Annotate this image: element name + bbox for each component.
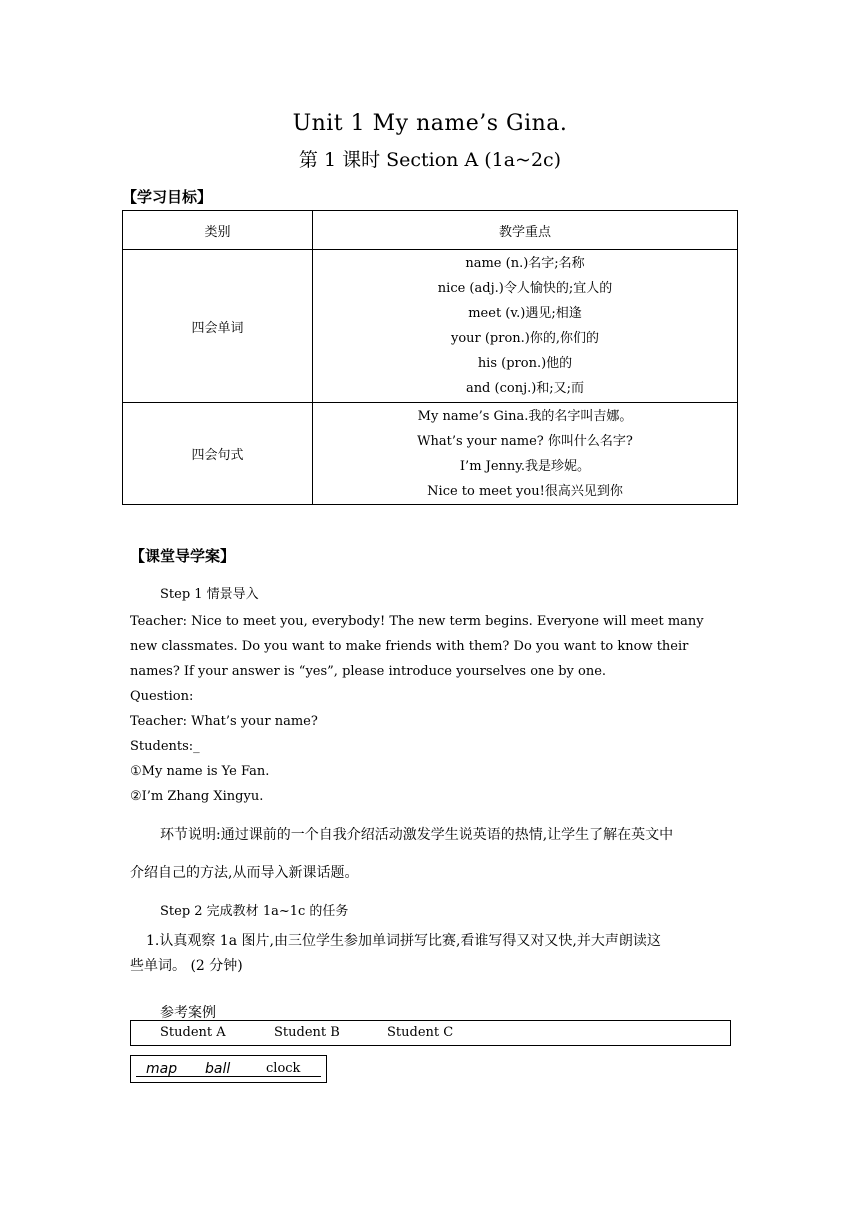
header-category: 类别 xyxy=(123,211,313,250)
document-title: Unit 1 My name’s Gina. xyxy=(292,111,568,136)
dialogue-line: Teacher: What’s your name? xyxy=(130,714,318,729)
vocab-item: meet (v.)遇见;相逢 xyxy=(468,306,582,321)
table-header-row xyxy=(123,211,738,250)
table-row xyxy=(123,250,738,403)
step1-note-line1: 环节说明:通过课前的一个自我介绍活动激发学生说英语的热情,让学生了解在英文中 xyxy=(160,827,674,843)
step2-task-line2: 些单词。 (2 分钟) xyxy=(130,958,243,974)
student-label: Student C xyxy=(387,1025,454,1040)
dialogue-line: names? If your answer is “yes”, please introduce yourselves one by one. xyxy=(130,664,607,679)
sentence-item: I’m Jenny.我是珍妮。 xyxy=(459,458,591,474)
dialogue-line: ②I’m Zhang Xingyu. xyxy=(130,789,264,804)
focus-cell xyxy=(313,250,738,403)
sentence-item: What’s your name? 你叫什么名字? xyxy=(417,433,633,449)
step1-dialogue xyxy=(130,609,732,809)
category-cell: 四会句式 xyxy=(123,403,313,505)
words-box xyxy=(130,1055,327,1083)
vocab-item: and (conj.)和;又;而 xyxy=(465,381,585,396)
goals-heading: 【学习目标】 xyxy=(122,188,213,206)
vocab-item: your (pron.)你的,你们的 xyxy=(450,331,600,346)
focus-cell xyxy=(313,403,738,505)
plan-heading: 【课堂导学案】 xyxy=(130,547,236,565)
writing-line xyxy=(136,1076,321,1077)
vocab-item: his (pron.)他的 xyxy=(477,356,573,371)
handwritten-word: ball xyxy=(205,1061,231,1077)
header-focus: 教学重点 xyxy=(313,211,738,250)
word-label: clock xyxy=(266,1061,301,1076)
step2-heading: Step 2 完成教材 1a~1c 的任务 xyxy=(160,904,349,919)
sentence-item: Nice to meet you!很高兴见到你 xyxy=(427,483,623,499)
dialogue-line: new classmates. Do you want to make friends with them? Do you want to know their xyxy=(130,639,689,654)
reference-label: 参考案例 xyxy=(160,1005,216,1021)
lesson-subtitle: 第 1 课时 Section A (1a~2c) xyxy=(298,149,562,171)
student-label: Student B xyxy=(274,1025,340,1040)
vocab-item: name (n.)名字;名称 xyxy=(465,256,585,271)
learning-goals-table xyxy=(122,210,738,505)
dialogue-line: Teacher: Nice to meet you, everybody! The new term begins. Everyone will meet many xyxy=(130,614,704,629)
category-cell: 四会单词 xyxy=(123,250,313,403)
step1-note-line2: 介绍自己的方法,从而导入新课话题。 xyxy=(130,865,359,881)
dialogue-line: Question: xyxy=(130,689,194,704)
dialogue-line: ①My name is Ye Fan. xyxy=(130,764,270,779)
dialogue-line: Students:_ xyxy=(130,739,200,754)
step2-task-line1: 1.认真观察 1a 图片,由三位学生参加单词拼写比赛,看谁写得又对又快,并大声朗读这 xyxy=(146,933,661,949)
sentence-item: My name’s Gina.我的名字叫吉娜。 xyxy=(417,408,633,424)
table-row xyxy=(123,403,738,505)
students-box xyxy=(130,1020,731,1046)
step1-heading: Step 1 情景导入 xyxy=(160,587,259,602)
handwritten-word: map xyxy=(146,1061,178,1077)
vocab-item: nice (adj.)令人愉快的;宜人的 xyxy=(437,281,613,296)
student-label: Student A xyxy=(160,1025,226,1040)
